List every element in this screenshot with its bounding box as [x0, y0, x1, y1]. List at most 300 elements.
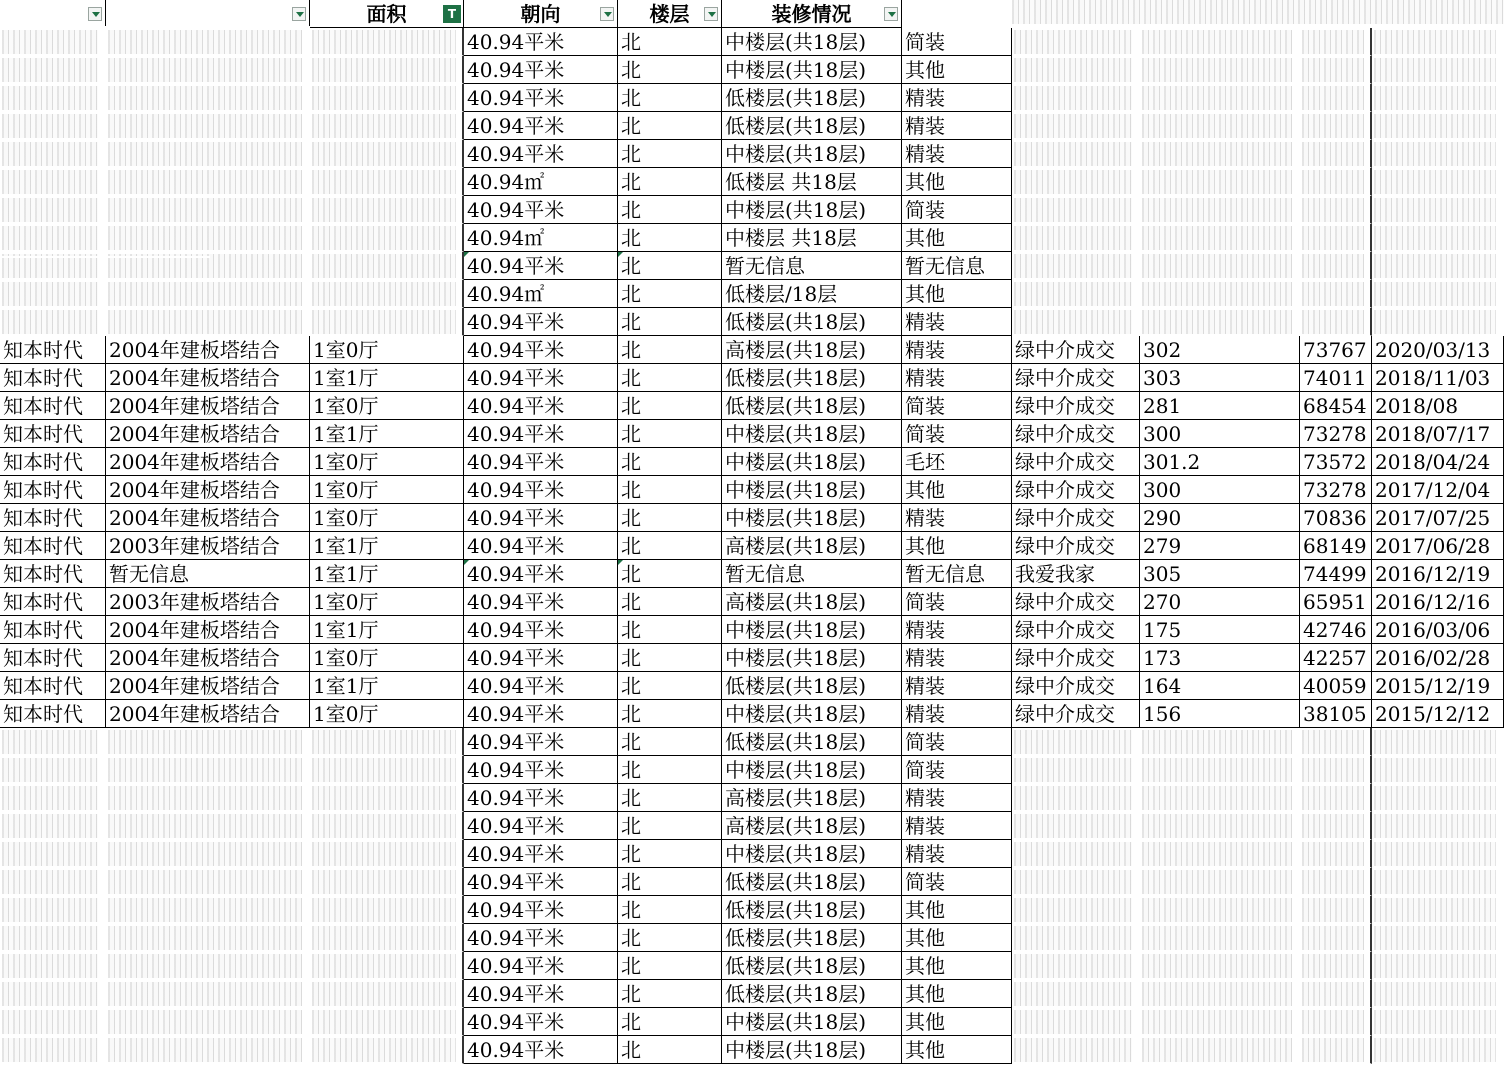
- cell-floor[interactable]: [722, 644, 902, 672]
- cell-build[interactable]: [106, 560, 310, 588]
- cell-date[interactable]: [1372, 28, 1504, 56]
- cell-deco[interactable]: [902, 336, 1012, 364]
- cell-floor[interactable]: [722, 112, 902, 140]
- cell-deco[interactable]: [902, 672, 1012, 700]
- cell-total[interactable]: [1140, 616, 1300, 644]
- cell-total[interactable]: [1140, 112, 1300, 140]
- cell-dir[interactable]: [618, 1008, 722, 1036]
- cell-unit[interactable]: [1300, 1008, 1372, 1036]
- cell-total[interactable]: [1140, 560, 1300, 588]
- cell-dir[interactable]: [618, 924, 722, 952]
- cell-date[interactable]: [1372, 168, 1504, 196]
- cell-total[interactable]: [1140, 28, 1300, 56]
- cell-floor[interactable]: [722, 700, 902, 728]
- cell-room[interactable]: [310, 672, 464, 700]
- cell-src[interactable]: [1012, 112, 1140, 140]
- column-header-c4[interactable]: [618, 0, 722, 28]
- cell-src[interactable]: [1012, 896, 1140, 924]
- cell-dir[interactable]: [618, 364, 722, 392]
- cell-floor[interactable]: [722, 952, 902, 980]
- cell-date[interactable]: [1372, 476, 1504, 504]
- cell-date[interactable]: [1372, 728, 1504, 756]
- cell-total[interactable]: [1140, 588, 1300, 616]
- cell-name[interactable]: [0, 616, 106, 644]
- cell-deco[interactable]: [902, 168, 1012, 196]
- cell-src[interactable]: [1012, 616, 1140, 644]
- cell-dir[interactable]: [618, 588, 722, 616]
- cell-unit[interactable]: [1300, 168, 1372, 196]
- cell-date[interactable]: [1372, 392, 1504, 420]
- cell-floor[interactable]: [722, 672, 902, 700]
- cell-src[interactable]: [1012, 504, 1140, 532]
- cell-name[interactable]: [0, 1036, 106, 1064]
- cell-dir[interactable]: [618, 448, 722, 476]
- cell-area[interactable]: [464, 532, 618, 560]
- cell-src[interactable]: [1012, 952, 1140, 980]
- cell-dir[interactable]: [618, 700, 722, 728]
- cell-area[interactable]: [464, 308, 618, 336]
- cell-dir[interactable]: [618, 812, 722, 840]
- cell-name[interactable]: [0, 196, 106, 224]
- column-header-c2[interactable]: [310, 0, 464, 28]
- cell-total[interactable]: [1140, 812, 1300, 840]
- cell-build[interactable]: [106, 420, 310, 448]
- cell-dir[interactable]: [618, 140, 722, 168]
- cell-src[interactable]: [1012, 56, 1140, 84]
- cell-deco[interactable]: [902, 28, 1012, 56]
- cell-build[interactable]: [106, 84, 310, 112]
- cell-total[interactable]: [1140, 308, 1300, 336]
- cell-unit[interactable]: [1300, 728, 1372, 756]
- cell-deco[interactable]: [902, 812, 1012, 840]
- cell-deco[interactable]: [902, 896, 1012, 924]
- filter-dropdown-icon[interactable]: [704, 7, 718, 21]
- cell-unit[interactable]: [1300, 364, 1372, 392]
- cell-floor[interactable]: [722, 420, 902, 448]
- cell-src[interactable]: [1012, 364, 1140, 392]
- cell-floor[interactable]: [722, 812, 902, 840]
- cell-dir[interactable]: [618, 308, 722, 336]
- cell-room[interactable]: [310, 392, 464, 420]
- cell-room[interactable]: [310, 868, 464, 896]
- cell-build[interactable]: [106, 504, 310, 532]
- cell-date[interactable]: [1372, 336, 1504, 364]
- cell-name[interactable]: [0, 112, 106, 140]
- cell-name[interactable]: [0, 1008, 106, 1036]
- cell-floor[interactable]: [722, 392, 902, 420]
- cell-room[interactable]: [310, 1036, 464, 1064]
- cell-floor[interactable]: [722, 280, 902, 308]
- cell-date[interactable]: [1372, 616, 1504, 644]
- cell-area[interactable]: [464, 896, 618, 924]
- cell-date[interactable]: [1372, 560, 1504, 588]
- cell-src[interactable]: [1012, 168, 1140, 196]
- cell-deco[interactable]: [902, 1008, 1012, 1036]
- cell-deco[interactable]: [902, 56, 1012, 84]
- cell-unit[interactable]: [1300, 28, 1372, 56]
- cell-floor[interactable]: [722, 364, 902, 392]
- cell-room[interactable]: [310, 560, 464, 588]
- cell-name[interactable]: [0, 364, 106, 392]
- cell-floor[interactable]: [722, 252, 902, 280]
- cell-area[interactable]: [464, 252, 618, 280]
- cell-date[interactable]: [1372, 112, 1504, 140]
- cell-total[interactable]: [1140, 392, 1300, 420]
- cell-build[interactable]: [106, 756, 310, 784]
- cell-build[interactable]: [106, 168, 310, 196]
- cell-name[interactable]: [0, 728, 106, 756]
- cell-area[interactable]: [464, 28, 618, 56]
- cell-unit[interactable]: [1300, 56, 1372, 84]
- cell-area[interactable]: [464, 728, 618, 756]
- cell-src[interactable]: [1012, 420, 1140, 448]
- cell-unit[interactable]: [1300, 840, 1372, 868]
- cell-deco[interactable]: [902, 924, 1012, 952]
- cell-name[interactable]: [0, 840, 106, 868]
- cell-src[interactable]: [1012, 672, 1140, 700]
- cell-room[interactable]: [310, 616, 464, 644]
- filter-active-icon[interactable]: T: [443, 5, 461, 23]
- cell-build[interactable]: [106, 140, 310, 168]
- cell-dir[interactable]: [618, 196, 722, 224]
- cell-room[interactable]: [310, 28, 464, 56]
- cell-date[interactable]: [1372, 140, 1504, 168]
- cell-name[interactable]: [0, 420, 106, 448]
- cell-unit[interactable]: [1300, 700, 1372, 728]
- cell-room[interactable]: [310, 140, 464, 168]
- cell-area[interactable]: [464, 672, 618, 700]
- cell-date[interactable]: [1372, 868, 1504, 896]
- column-header-c3[interactable]: [464, 0, 618, 28]
- cell-dir[interactable]: [618, 616, 722, 644]
- cell-unit[interactable]: [1300, 896, 1372, 924]
- column-header-c1[interactable]: [106, 0, 310, 28]
- cell-dir[interactable]: [618, 868, 722, 896]
- cell-unit[interactable]: [1300, 756, 1372, 784]
- cell-build[interactable]: [106, 672, 310, 700]
- cell-unit[interactable]: [1300, 392, 1372, 420]
- cell-area[interactable]: [464, 280, 618, 308]
- cell-deco[interactable]: [902, 224, 1012, 252]
- cell-area[interactable]: [464, 560, 618, 588]
- cell-src[interactable]: [1012, 644, 1140, 672]
- cell-build[interactable]: [106, 840, 310, 868]
- cell-date[interactable]: [1372, 1036, 1504, 1064]
- cell-total[interactable]: [1140, 336, 1300, 364]
- cell-area[interactable]: [464, 224, 618, 252]
- cell-deco[interactable]: [902, 308, 1012, 336]
- cell-src[interactable]: [1012, 728, 1140, 756]
- cell-deco[interactable]: [902, 252, 1012, 280]
- cell-room[interactable]: [310, 112, 464, 140]
- cell-build[interactable]: [106, 700, 310, 728]
- column-header-c0[interactable]: [0, 0, 106, 28]
- cell-room[interactable]: [310, 364, 464, 392]
- cell-area[interactable]: [464, 448, 618, 476]
- cell-total[interactable]: [1140, 644, 1300, 672]
- cell-build[interactable]: [106, 224, 310, 252]
- cell-deco[interactable]: [902, 504, 1012, 532]
- cell-src[interactable]: [1012, 812, 1140, 840]
- cell-total[interactable]: [1140, 224, 1300, 252]
- cell-src[interactable]: [1012, 224, 1140, 252]
- column-header-c5[interactable]: [722, 0, 902, 28]
- cell-src[interactable]: [1012, 28, 1140, 56]
- cell-date[interactable]: [1372, 924, 1504, 952]
- cell-unit[interactable]: [1300, 924, 1372, 952]
- cell-floor[interactable]: [722, 504, 902, 532]
- cell-unit[interactable]: [1300, 224, 1372, 252]
- cell-dir[interactable]: [618, 952, 722, 980]
- cell-total[interactable]: [1140, 196, 1300, 224]
- cell-floor[interactable]: [722, 756, 902, 784]
- cell-floor[interactable]: [722, 840, 902, 868]
- cell-deco[interactable]: [902, 756, 1012, 784]
- cell-name[interactable]: [0, 84, 106, 112]
- cell-deco[interactable]: [902, 840, 1012, 868]
- cell-dir[interactable]: [618, 756, 722, 784]
- cell-total[interactable]: [1140, 504, 1300, 532]
- cell-dir[interactable]: [618, 56, 722, 84]
- cell-build[interactable]: [106, 196, 310, 224]
- cell-deco[interactable]: [902, 868, 1012, 896]
- cell-build[interactable]: [106, 280, 310, 308]
- cell-deco[interactable]: [902, 700, 1012, 728]
- cell-name[interactable]: [0, 140, 106, 168]
- cell-total[interactable]: [1140, 728, 1300, 756]
- cell-room[interactable]: [310, 812, 464, 840]
- cell-floor[interactable]: [722, 1008, 902, 1036]
- cell-unit[interactable]: [1300, 532, 1372, 560]
- cell-area[interactable]: [464, 588, 618, 616]
- cell-area[interactable]: [464, 504, 618, 532]
- cell-date[interactable]: [1372, 56, 1504, 84]
- cell-name[interactable]: [0, 560, 106, 588]
- cell-area[interactable]: [464, 476, 618, 504]
- cell-date[interactable]: [1372, 840, 1504, 868]
- cell-build[interactable]: [106, 364, 310, 392]
- cell-deco[interactable]: [902, 1036, 1012, 1064]
- cell-deco[interactable]: [902, 644, 1012, 672]
- cell-date[interactable]: [1372, 504, 1504, 532]
- cell-deco[interactable]: [902, 784, 1012, 812]
- cell-room[interactable]: [310, 336, 464, 364]
- cell-room[interactable]: [310, 448, 464, 476]
- cell-dir[interactable]: [618, 112, 722, 140]
- cell-name[interactable]: [0, 980, 106, 1008]
- cell-area[interactable]: [464, 980, 618, 1008]
- cell-dir[interactable]: [618, 532, 722, 560]
- cell-name[interactable]: [0, 532, 106, 560]
- cell-room[interactable]: [310, 56, 464, 84]
- cell-area[interactable]: [464, 812, 618, 840]
- cell-total[interactable]: [1140, 896, 1300, 924]
- cell-unit[interactable]: [1300, 448, 1372, 476]
- cell-floor[interactable]: [722, 560, 902, 588]
- cell-total[interactable]: [1140, 784, 1300, 812]
- cell-floor[interactable]: [722, 84, 902, 112]
- cell-room[interactable]: [310, 980, 464, 1008]
- cell-build[interactable]: [106, 896, 310, 924]
- cell-area[interactable]: [464, 756, 618, 784]
- cell-room[interactable]: [310, 644, 464, 672]
- cell-src[interactable]: [1012, 924, 1140, 952]
- cell-date[interactable]: [1372, 196, 1504, 224]
- cell-total[interactable]: [1140, 532, 1300, 560]
- cell-room[interactable]: [310, 924, 464, 952]
- cell-build[interactable]: [106, 308, 310, 336]
- cell-dir[interactable]: [618, 784, 722, 812]
- cell-name[interactable]: [0, 644, 106, 672]
- cell-deco[interactable]: [902, 140, 1012, 168]
- cell-area[interactable]: [464, 168, 618, 196]
- cell-total[interactable]: [1140, 280, 1300, 308]
- cell-deco[interactable]: [902, 476, 1012, 504]
- cell-dir[interactable]: [618, 224, 722, 252]
- cell-name[interactable]: [0, 448, 106, 476]
- cell-date[interactable]: [1372, 420, 1504, 448]
- cell-total[interactable]: [1140, 672, 1300, 700]
- cell-build[interactable]: [106, 448, 310, 476]
- cell-unit[interactable]: [1300, 280, 1372, 308]
- cell-unit[interactable]: [1300, 868, 1372, 896]
- cell-dir[interactable]: [618, 392, 722, 420]
- cell-build[interactable]: [106, 812, 310, 840]
- cell-area[interactable]: [464, 784, 618, 812]
- cell-total[interactable]: [1140, 952, 1300, 980]
- cell-deco[interactable]: [902, 952, 1012, 980]
- cell-date[interactable]: [1372, 84, 1504, 112]
- cell-name[interactable]: [0, 952, 106, 980]
- cell-area[interactable]: [464, 644, 618, 672]
- cell-build[interactable]: [106, 56, 310, 84]
- filter-dropdown-icon[interactable]: [600, 7, 614, 21]
- cell-total[interactable]: [1140, 56, 1300, 84]
- cell-name[interactable]: [0, 784, 106, 812]
- cell-total[interactable]: [1140, 1008, 1300, 1036]
- cell-room[interactable]: [310, 504, 464, 532]
- cell-total[interactable]: [1140, 980, 1300, 1008]
- cell-name[interactable]: [0, 504, 106, 532]
- cell-unit[interactable]: [1300, 476, 1372, 504]
- cell-room[interactable]: [310, 756, 464, 784]
- cell-room[interactable]: [310, 952, 464, 980]
- cell-unit[interactable]: [1300, 308, 1372, 336]
- cell-area[interactable]: [464, 196, 618, 224]
- cell-floor[interactable]: [722, 196, 902, 224]
- cell-deco[interactable]: [902, 112, 1012, 140]
- cell-date[interactable]: [1372, 672, 1504, 700]
- cell-name[interactable]: [0, 28, 106, 56]
- cell-room[interactable]: [310, 728, 464, 756]
- cell-area[interactable]: [464, 336, 618, 364]
- cell-deco[interactable]: [902, 980, 1012, 1008]
- cell-room[interactable]: [310, 224, 464, 252]
- cell-build[interactable]: [106, 336, 310, 364]
- cell-deco[interactable]: [902, 448, 1012, 476]
- cell-build[interactable]: [106, 924, 310, 952]
- cell-area[interactable]: [464, 84, 618, 112]
- cell-room[interactable]: [310, 784, 464, 812]
- cell-dir[interactable]: [618, 280, 722, 308]
- cell-build[interactable]: [106, 588, 310, 616]
- cell-floor[interactable]: [722, 336, 902, 364]
- cell-build[interactable]: [106, 28, 310, 56]
- cell-date[interactable]: [1372, 364, 1504, 392]
- cell-src[interactable]: [1012, 308, 1140, 336]
- cell-unit[interactable]: [1300, 1036, 1372, 1064]
- cell-area[interactable]: [464, 924, 618, 952]
- filter-dropdown-icon[interactable]: [884, 7, 898, 21]
- cell-src[interactable]: [1012, 392, 1140, 420]
- cell-deco[interactable]: [902, 616, 1012, 644]
- cell-unit[interactable]: [1300, 112, 1372, 140]
- cell-deco[interactable]: [902, 196, 1012, 224]
- cell-dir[interactable]: [618, 168, 722, 196]
- cell-floor[interactable]: [722, 924, 902, 952]
- cell-src[interactable]: [1012, 280, 1140, 308]
- cell-build[interactable]: [106, 1036, 310, 1064]
- cell-unit[interactable]: [1300, 588, 1372, 616]
- cell-unit[interactable]: [1300, 784, 1372, 812]
- cell-room[interactable]: [310, 840, 464, 868]
- cell-build[interactable]: [106, 532, 310, 560]
- cell-deco[interactable]: [902, 280, 1012, 308]
- cell-src[interactable]: [1012, 532, 1140, 560]
- cell-dir[interactable]: [618, 980, 722, 1008]
- cell-room[interactable]: [310, 84, 464, 112]
- cell-total[interactable]: [1140, 868, 1300, 896]
- cell-unit[interactable]: [1300, 84, 1372, 112]
- cell-unit[interactable]: [1300, 252, 1372, 280]
- cell-unit[interactable]: [1300, 616, 1372, 644]
- cell-room[interactable]: [310, 308, 464, 336]
- cell-dir[interactable]: [618, 84, 722, 112]
- cell-room[interactable]: [310, 588, 464, 616]
- cell-name[interactable]: [0, 476, 106, 504]
- cell-total[interactable]: [1140, 140, 1300, 168]
- cell-date[interactable]: [1372, 896, 1504, 924]
- cell-total[interactable]: [1140, 448, 1300, 476]
- cell-src[interactable]: [1012, 700, 1140, 728]
- cell-area[interactable]: [464, 112, 618, 140]
- cell-build[interactable]: [106, 784, 310, 812]
- cell-floor[interactable]: [722, 532, 902, 560]
- cell-dir[interactable]: [618, 28, 722, 56]
- cell-src[interactable]: [1012, 868, 1140, 896]
- filter-dropdown-icon[interactable]: [88, 7, 102, 21]
- cell-name[interactable]: [0, 812, 106, 840]
- cell-floor[interactable]: [722, 588, 902, 616]
- cell-room[interactable]: [310, 532, 464, 560]
- cell-name[interactable]: [0, 392, 106, 420]
- cell-room[interactable]: [310, 196, 464, 224]
- cell-build[interactable]: [106, 1008, 310, 1036]
- cell-unit[interactable]: [1300, 196, 1372, 224]
- cell-total[interactable]: [1140, 364, 1300, 392]
- cell-area[interactable]: [464, 1036, 618, 1064]
- cell-src[interactable]: [1012, 336, 1140, 364]
- cell-src[interactable]: [1012, 140, 1140, 168]
- cell-date[interactable]: [1372, 644, 1504, 672]
- cell-total[interactable]: [1140, 252, 1300, 280]
- cell-dir[interactable]: [618, 644, 722, 672]
- cell-dir[interactable]: [618, 1036, 722, 1064]
- cell-unit[interactable]: [1300, 336, 1372, 364]
- cell-src[interactable]: [1012, 980, 1140, 1008]
- cell-floor[interactable]: [722, 616, 902, 644]
- cell-unit[interactable]: [1300, 140, 1372, 168]
